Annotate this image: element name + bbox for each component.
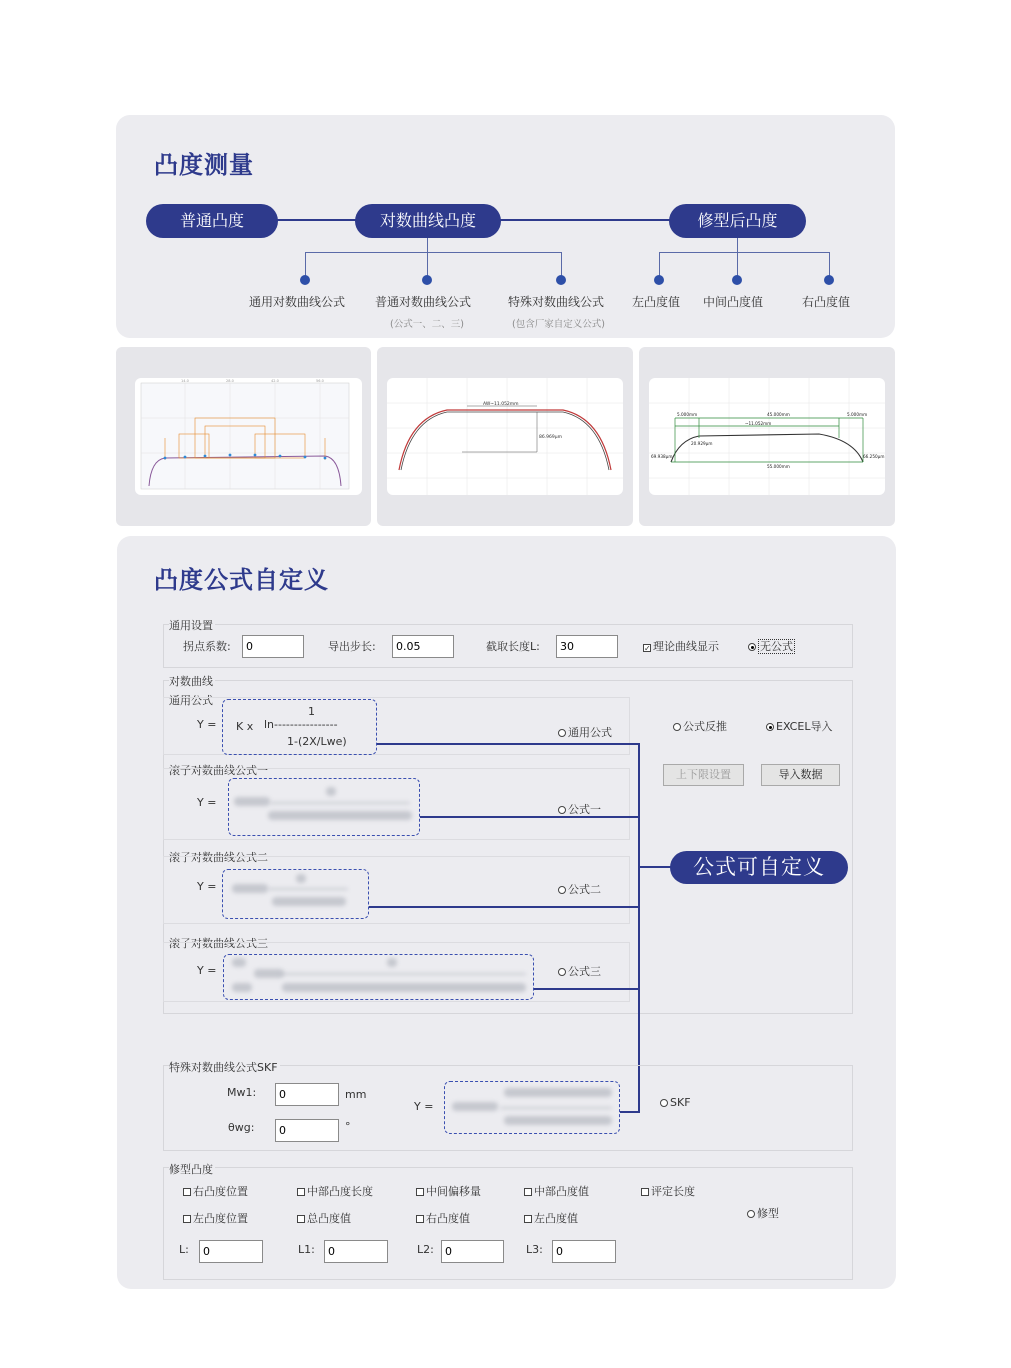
radio-icon (558, 886, 566, 894)
section-title-measurement: 凸度测量 (154, 151, 254, 179)
svg-text:42.0: 42.0 (271, 379, 279, 383)
theta-unit: ° (345, 1120, 351, 1133)
formula-kx: K x (236, 720, 254, 733)
thumb-label: 20.929μm (691, 441, 713, 446)
connector-line (639, 866, 674, 868)
crown-chart-icon (135, 378, 362, 495)
theta-label: θwg: (228, 1121, 255, 1134)
skf-option: SKF (670, 1096, 691, 1109)
general-formula-option: 通用公式 (568, 726, 612, 739)
radio-icon (673, 723, 681, 731)
pill-log-crown: 对数曲线凸度 (355, 204, 501, 238)
cb-mid-offset[interactable] (416, 1183, 481, 1199)
tree-stem (737, 238, 738, 252)
mw-input[interactable]: 0 (275, 1083, 339, 1106)
formula3-radio[interactable] (558, 963, 601, 979)
checkbox-icon (416, 1188, 424, 1196)
formula3-title: 滚子对数曲线公式三 (169, 937, 268, 950)
radio-icon (660, 1099, 668, 1107)
svg-text:56.0: 56.0 (316, 379, 324, 383)
blurred-formula (234, 797, 270, 806)
checkbox-icon (416, 1215, 424, 1223)
formula2-title: 滚子对数曲线公式二 (169, 851, 268, 864)
tree-stem (427, 238, 428, 252)
modify-group (163, 1167, 853, 1280)
tree-dot (556, 275, 566, 285)
inflection-input[interactable]: 0 (242, 635, 304, 658)
checkbox-icon (183, 1188, 191, 1196)
thumb-label: ~11.052mm (745, 421, 772, 426)
cb-label: 评定长度 (651, 1185, 695, 1198)
step-label: 导出步长: (328, 640, 376, 653)
radio-icon (747, 1210, 755, 1218)
connector-line (377, 743, 639, 745)
cut-length-input[interactable]: 30 (556, 635, 618, 658)
checkbox-icon (297, 1188, 305, 1196)
checkbox-icon (641, 1188, 649, 1196)
thumb-label: 45.000mm (767, 412, 790, 417)
length-input-l2[interactable]: 0 (441, 1240, 504, 1263)
blurred-formula (232, 983, 252, 992)
formula1-radio[interactable] (558, 801, 601, 817)
cb-label: 中部凸度长度 (307, 1185, 373, 1198)
length-input-l1[interactable]: 0 (324, 1240, 388, 1263)
cb-left-crown-value[interactable] (524, 1210, 578, 1226)
radio-icon (558, 968, 566, 976)
cb-mid-crown-length[interactable] (297, 1183, 373, 1199)
step-input[interactable]: 0.05 (392, 635, 454, 658)
tree-dot (732, 275, 742, 285)
svg-text:28.0: 28.0 (226, 379, 234, 383)
thumb-label: 66.250μm (863, 454, 885, 459)
connector-trunk (638, 743, 640, 1113)
leaf-general-log: 通用对数曲线公式 (249, 295, 346, 309)
blurred-formula (504, 1088, 612, 1097)
cb-label: 总凸度值 (307, 1212, 351, 1225)
group-label-log: 对数曲线 (169, 675, 213, 688)
checkbox-icon (524, 1188, 532, 1196)
formula-denominator: 1-(2X/Lwe) (287, 735, 347, 748)
blurred-formula (504, 1116, 612, 1125)
thumb-label: 55.000mm (767, 464, 790, 469)
svg-text:14.0: 14.0 (181, 379, 189, 383)
blurred-formula (452, 1102, 498, 1111)
blurred-formula (500, 1107, 612, 1109)
blurred-formula (387, 958, 397, 967)
cb-label: 右凸度位置 (193, 1185, 248, 1198)
length-label-l: L: (179, 1243, 189, 1256)
modified-profile-icon (649, 378, 885, 495)
leaf-mid-crown: 中间凸度值 (703, 295, 764, 309)
tree-dot (300, 275, 310, 285)
checkbox-icon (183, 1215, 191, 1223)
length-label-l2: L2: (417, 1243, 434, 1256)
leaf-normal-log-sub: (公式一、二、三) (390, 319, 464, 330)
blurred-formula (296, 874, 306, 883)
length-input-l[interactable]: 0 (199, 1240, 263, 1263)
theta-input[interactable]: 0 (275, 1119, 339, 1142)
limits-button[interactable]: 上下限设置 (663, 764, 744, 786)
cb-label: 中间偏移量 (426, 1185, 481, 1198)
blurred-formula (268, 811, 412, 820)
connector-line (369, 906, 639, 908)
thumb-label: 86.969μm (539, 435, 562, 440)
pill-normal-crown: 普通凸度 (146, 204, 278, 238)
inflection-label: 拐点系数: (183, 640, 231, 653)
no-formula-label: 无公式 (760, 640, 793, 653)
checkbox-icon (297, 1215, 305, 1223)
leaf-left-crown: 左凸度值 (632, 295, 681, 309)
y-equals: Y = (197, 880, 217, 893)
formula1-title: 滚子对数曲线公式一 (169, 764, 268, 777)
cb-total-crown[interactable] (297, 1210, 351, 1226)
cut-length-label: 截取长度L: (486, 640, 540, 653)
leaf-special-log: 特殊对数曲线公式 (508, 295, 605, 309)
formula2-radio[interactable] (558, 881, 601, 897)
formula1-option: 公式一 (568, 803, 601, 816)
blurred-formula (232, 884, 268, 893)
blurred-formula (282, 983, 526, 992)
y-equals: Y = (197, 718, 217, 731)
cb-label: 中部凸度值 (534, 1185, 589, 1198)
group-label-general: 通用设置 (169, 619, 213, 632)
modify-option: 修型 (757, 1207, 779, 1220)
y-equals: Y = (414, 1100, 434, 1113)
radio-icon (558, 729, 566, 737)
reverse-formula-radio[interactable] (673, 718, 727, 734)
mw-unit: mm (345, 1088, 367, 1101)
checkbox-icon: ✓ (644, 644, 651, 653)
cb-label: 左凸度位置 (193, 1212, 248, 1225)
tree-dot (654, 275, 664, 285)
thumb-label: AW~11.052mm (483, 402, 519, 407)
checkbox-icon (524, 1215, 532, 1223)
theory-curve-checkbox[interactable] (643, 638, 719, 654)
general-formula-radio[interactable] (558, 724, 612, 740)
y-equals: Y = (197, 796, 217, 809)
leaf-normal-log: 普通对数曲线公式 (375, 295, 472, 309)
leaf-special-log-sub: (包含厂家自定义公式) (512, 319, 605, 330)
tree-bar (305, 252, 561, 253)
blurred-formula (326, 787, 336, 796)
cb-eval-length[interactable] (641, 1183, 695, 1199)
thumbnail-1-chart (135, 378, 362, 495)
skf-radio[interactable] (660, 1096, 691, 1109)
cb-left-crown-position[interactable] (183, 1210, 248, 1226)
group-label-modify: 修型凸度 (169, 1163, 213, 1176)
formula-ln: ln---------------- (264, 718, 338, 731)
y-equals: Y = (197, 964, 217, 977)
import-data-button[interactable]: 导入数据 (761, 764, 840, 786)
thumb-label: 5.000mm (677, 412, 698, 417)
formula1-box (228, 778, 420, 836)
connector-line (420, 816, 639, 818)
length-label-l1: L1: (298, 1243, 315, 1256)
blurred-formula (280, 973, 526, 975)
cb-right-crown-value[interactable] (416, 1210, 470, 1226)
theory-curve-label: 理论曲线显示 (653, 640, 719, 653)
formula3-option: 公式三 (568, 965, 601, 978)
tree-dot (422, 275, 432, 285)
length-label-l3: L3: (526, 1243, 543, 1256)
cb-right-crown-position[interactable] (183, 1183, 248, 1199)
cb-label: 右凸度值 (426, 1212, 470, 1225)
excel-import-option: EXCEL导入 (776, 720, 833, 733)
modify-radio[interactable] (747, 1205, 779, 1221)
general-formula-title: 通用公式 (169, 694, 213, 707)
formula2-option: 公式二 (568, 883, 601, 896)
thumbnail-2-chart (387, 378, 623, 495)
radio-icon (558, 806, 566, 814)
thumb-label: 5.000mm (847, 412, 868, 417)
badge-customizable: 公式可自定义 (670, 851, 848, 884)
thumbnail-3-chart (649, 378, 885, 495)
leaf-right-crown: 右凸度值 (802, 295, 851, 309)
blurred-formula (270, 802, 410, 804)
blurred-formula (272, 897, 346, 906)
connector-line (534, 988, 639, 990)
blurred-formula (232, 958, 246, 967)
radio-icon (766, 723, 774, 731)
excel-import-radio[interactable] (766, 718, 832, 734)
cb-mid-crown-value[interactable] (524, 1183, 589, 1199)
radio-icon (748, 643, 756, 651)
group-label-skf: 特殊对数曲线公式SKF (169, 1061, 278, 1074)
length-input-l3[interactable]: 0 (552, 1240, 616, 1263)
log-profile-icon (387, 378, 623, 495)
tree-dot (824, 275, 834, 285)
reverse-formula-option: 公式反推 (683, 720, 727, 733)
mw-label: Mw1: (227, 1086, 257, 1099)
tree-bar (659, 252, 829, 253)
blurred-formula (268, 888, 348, 890)
pill-modified-crown: 修型后凸度 (669, 204, 806, 238)
thumb-label: 69.938μm (651, 454, 673, 459)
formula-numerator: 1 (308, 705, 315, 718)
cb-label: 左凸度值 (534, 1212, 578, 1225)
section-title-formula: 凸度公式自定义 (154, 566, 329, 594)
no-formula-radio[interactable] (748, 638, 795, 654)
